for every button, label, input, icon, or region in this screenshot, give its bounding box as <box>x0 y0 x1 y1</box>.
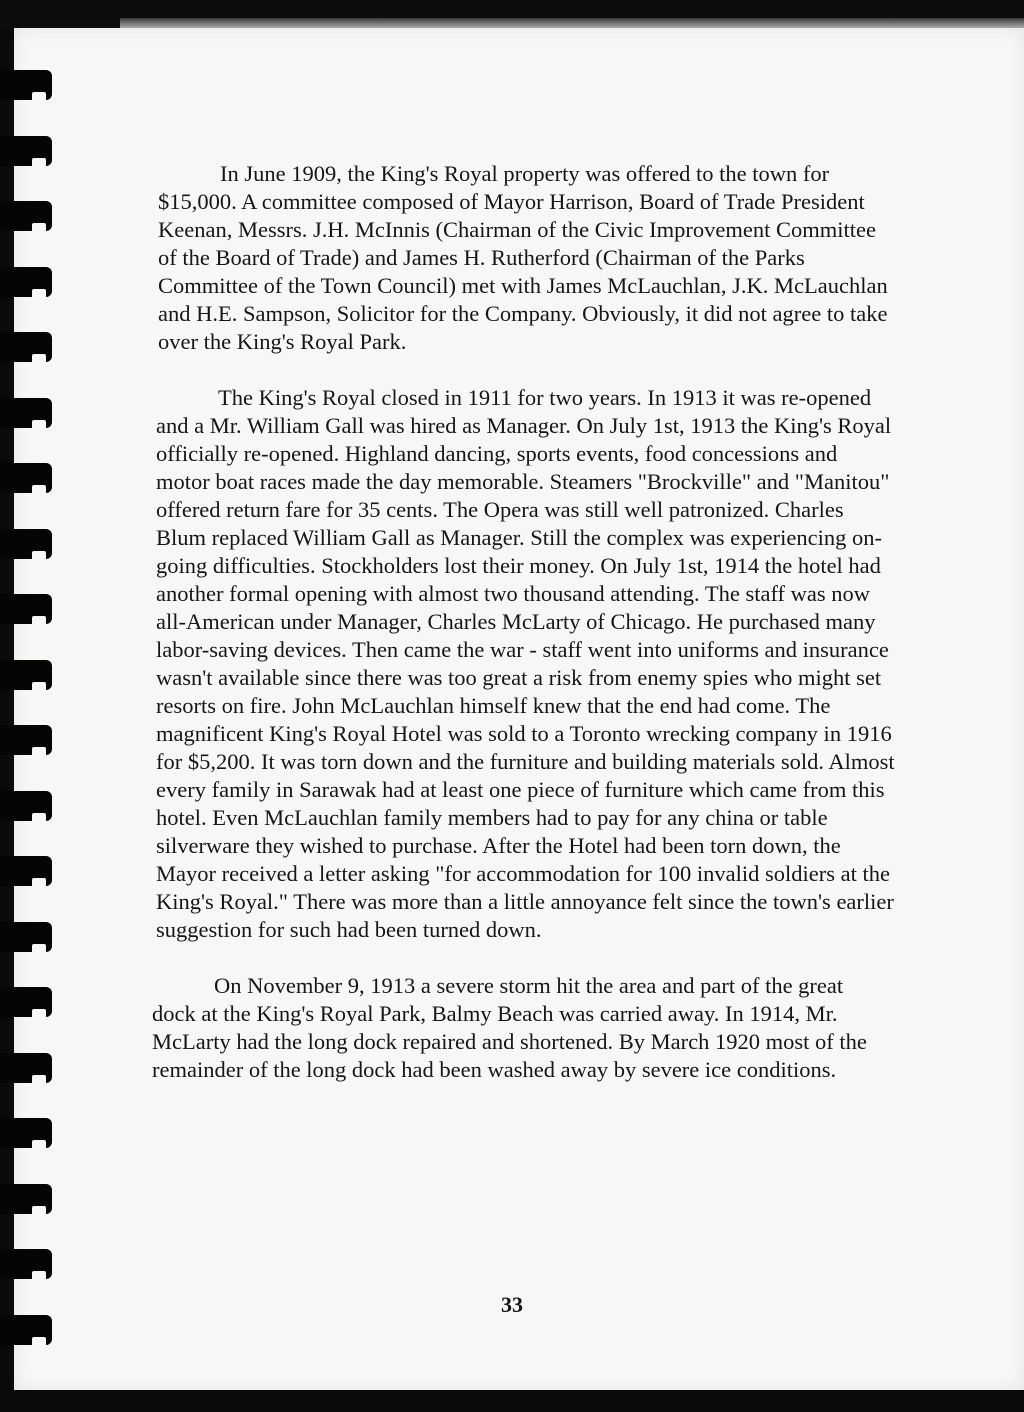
binding-coil <box>0 594 52 624</box>
paragraph-2: The King's Royal closed in 1911 for two years. In 1913 it was re-opened and a Mr. William Gall was hired as Manager. On July 1st, 1913 the King's Royal officially re-opened. Highland dancing, sports events, food concessions and motor boat races made the day memorable. Steamers "Brockville" and "Manitou" offered return fare for 35 cents. The Opera was still well patronized. Charles Blum replaced William Gall as Manager. Still the complex was experiencing on-going difficulties. Stockholders lost their money. On July 1st, 1914 the hotel had another formal opening with almost two thousand attending. The staff was now all-American under Manager, Charles McLarty of Chicago. He purchased many labor-saving devices. Then came the war - staff went into uniforms and insurance wasn't available since there was too great a risk from enemy spies who might set resorts on fire. John McLauchlan himself knew that the end had come. The magnificent King's Royal Hotel was sold to a Toronto wrecking company in 1916 for $5,200. It was torn down and the furniture and building materials sold. Almost every family in Sarawak had at least one piece of furniture which came from this hotel. Even McLauchlan family members had to pay for any china or table silverware they wished to purchase. After the Hotel had been torn down, the Mayor received a letter asking "for accommodation for 100 invalid soldiers at the King's Royal." There was more than a little annoyance felt since the town's earlier suggestion for such had been turned down. <box>156 385 895 942</box>
binding-coil <box>0 70 52 100</box>
binding-coil <box>0 201 52 231</box>
binding-coil <box>0 1249 52 1279</box>
binding-coil <box>0 660 52 690</box>
binding-coil <box>0 725 52 755</box>
binding-coil <box>0 398 52 428</box>
paragraph-3: On November 9, 1913 a severe storm hit the area and part of the great dock at the King's Royal Park, Balmy Beach was carried away. In 1914, Mr. McLarty had the long dock repaired and shortened. By March 1920 most of the remainder of the long dock had been washed away by severe ice conditions. <box>152 973 867 1082</box>
paragraph-1: In June 1909, the King's Royal property was offered to the town for $15,000. A committee composed of Mayor Harrison, Board of Trade President Keenan, Messrs. J.H. McInnis (Chairman of the Civic Improvement Committee of the Board of Trade) and James H. Rutherford (Chairman of the Parks Committee of the Town Council) met with James McLauchlan, J.K. McLauchlan and H.E. Sampson, Solicitor for the Company. Obviously, it did not agree to take over the King's Royal Park. <box>158 161 888 354</box>
document-body <box>150 160 910 1112</box>
binding-coil <box>0 1053 52 1083</box>
binding-coil <box>0 529 52 559</box>
binding-coil <box>0 1184 52 1214</box>
binding-coil <box>0 1315 52 1345</box>
binding-coil <box>0 463 52 493</box>
binding-coil <box>0 1118 52 1148</box>
binding-coil <box>0 332 52 362</box>
binding-coil <box>0 791 52 821</box>
page-number: 33 <box>501 1292 523 1317</box>
scan-background-bottom <box>0 1390 1024 1412</box>
binding-coil <box>0 267 52 297</box>
binding-coil <box>0 136 52 166</box>
binding-coil <box>0 987 52 1017</box>
binding-coil <box>0 922 52 952</box>
spiral-binding <box>0 40 56 1380</box>
binding-coil <box>0 856 52 886</box>
